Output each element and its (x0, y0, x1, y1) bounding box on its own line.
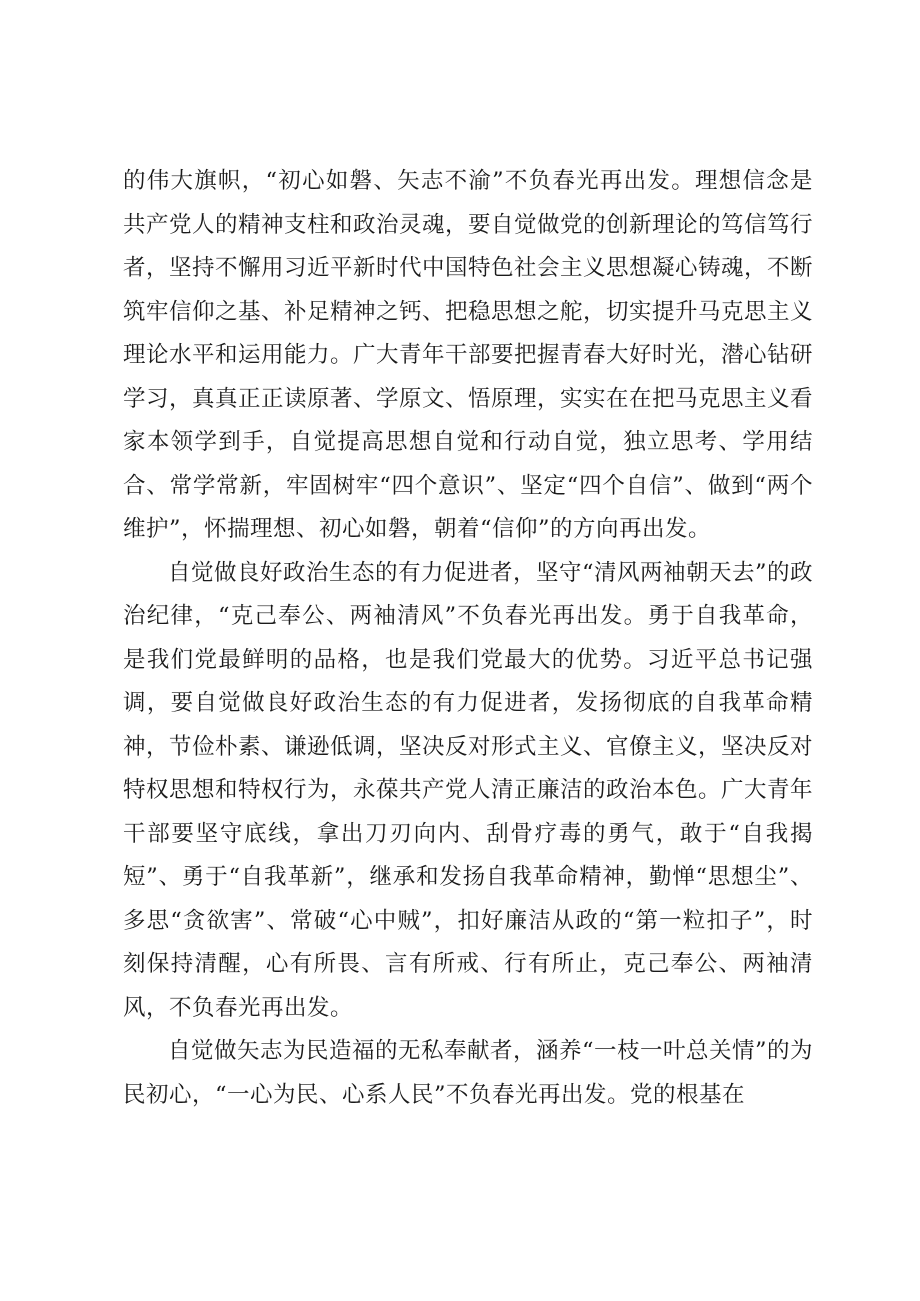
paragraph-1: 的伟大旗帜，“初心如磐、矢志不渝”不负春光再出发。理想信念是共产党人的精神支柱和政治灵魂，要自觉做党的创新理论的笃信笃行者，坚持不懈用习近平新时代中国特色社会主义思想凝心铸魂，不断筑牢信仰之基、补足精神之钙、把稳思想之舵，切实提升马克思主义理论水平和运用能力。广大青年干部要把握青春大好时光，潜心钻研学习，真真正正读原著、学原文、悟原理，实实在在把马克思主义看家本领学到手，自觉提高思想自觉和行动自觉，独立思考、学用结合、常学常新，牢固树牢“四个意识”、坚定“四个自信”、做到“两个维护”，怀揣理想、初心如磐，朝着“信仰”的方向再出发。 (123, 168, 814, 542)
paragraph-2: 自觉做良好政治生态的有力促进者，坚守“清风两袖朝天去”的政治纪律，“克己奉公、两袖清风”不负春光再出发。勇于自我革命，是我们党最鲜明的品格，也是我们党最大的优势。习近平总书记强调，要自觉做良好政治生态的有力促进者，发扬彻底的自我革命精神，节俭朴素、谦逊低调，坚决反对形式主义、官僚主义，坚决反对特权思想和特权行为，永葆共产党人清正廉洁的政治本色。广大青年干部要坚守底线，拿出刀刃向内、刮骨疗毒的勇气，敢于“自我揭短”、勇于“自我革新”，继承和发扬自我革命精神，勤惮“思想尘”、多思“贪欲害”、常破“心中贼”，扣好廉洁从政的“第一粒扣子”，时刻保持清醒，心有所畏、言有所戒、行有所止，克己奉公、两袖清风，不负春光再出发。 (123, 559, 814, 1021)
paragraph-3: 自觉做矢志为民造福的无私奉献者，涵养“一枝一叶总关情”的为民初心，“一心为民、心系人民”不负春光再出发。党的根基在 (123, 1038, 814, 1108)
document-body (123, 160, 813, 1117)
